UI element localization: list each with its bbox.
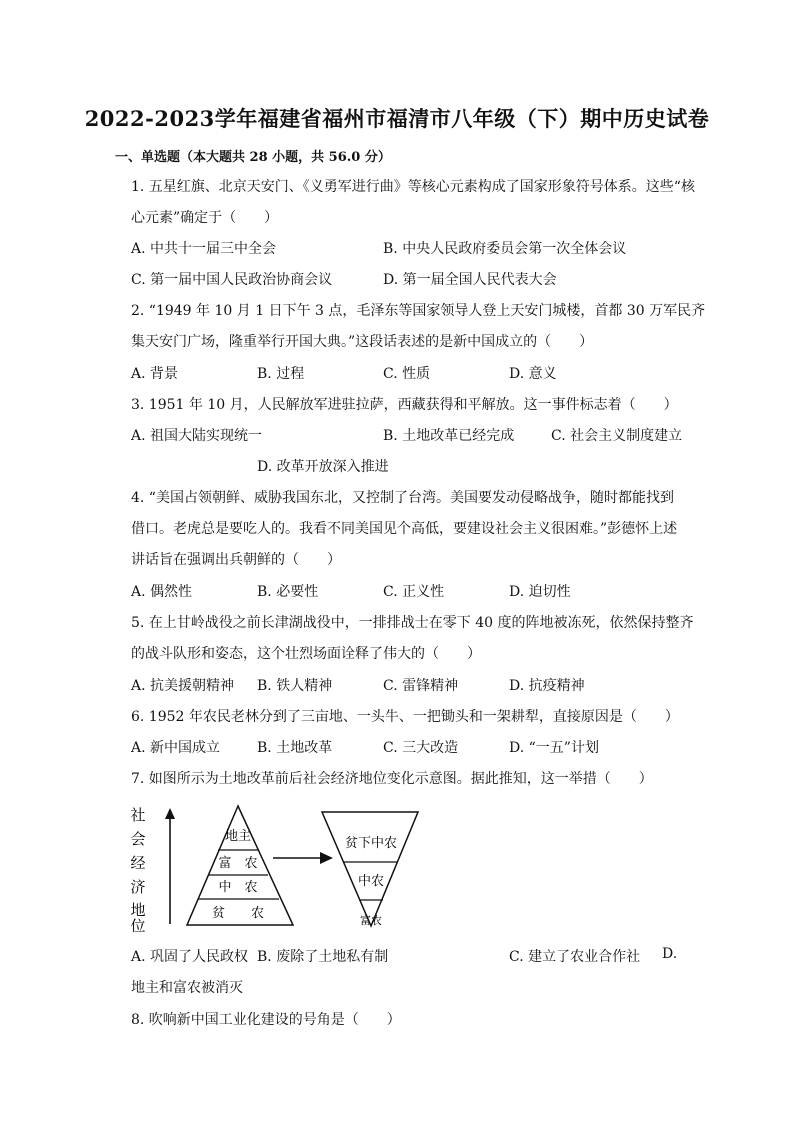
q1-stem-line-1: 1. 五星红旗、北京天安门、《义勇军进行曲》等核心元素构成了国家形象符号体系。这些“核 (131, 179, 695, 195)
q6-option-d: D. “一五”计划 (509, 740, 599, 756)
land-reform-figure (125, 802, 425, 932)
q4-option-d: D. 迫切性 (509, 584, 571, 600)
q6-option-a: A. 新中国成立 (131, 740, 221, 756)
q7-option-b: B. 废除了土地私有制 (257, 949, 389, 965)
axis-label-char-5: 地 (130, 901, 146, 919)
q2-option-c: C. 性质 (383, 366, 431, 382)
after-layer-2: 中农 (357, 874, 385, 889)
q1-option-d: D. 第一届全国人民代表大会 (383, 272, 557, 288)
q7-option-d-letter: D. (662, 946, 678, 962)
axis-arrow-icon (165, 808, 175, 819)
axis-label-char-3: 经 (130, 854, 146, 872)
q3-option-d: D. 改革开放深入推进 (257, 459, 389, 475)
q3-option-c: C. 社会主义制度建立 (551, 428, 683, 444)
q4-stem-line-1: 4. “美国占领朝鲜、威胁我国东北，又控制了台湾。美国要发动侵略战争，随时都能找到 (131, 490, 674, 506)
transition-arrow-icon (320, 852, 333, 864)
q7-stem-line-1: 7. 如图所示为土地改革前后社会经济地位变化示意图。据此推知，这一举措（ ） (131, 771, 653, 787)
q7-option-a: A. 巩固了人民政权 (131, 949, 249, 965)
q5-option-a: A. 抗美援朝精神 (131, 678, 235, 694)
before-layer-1: 地主 (224, 829, 252, 844)
q3-option-a: A. 祖国大陆实现统一 (131, 428, 263, 444)
q2-option-a: A. 背景 (131, 366, 179, 382)
before-layer-2: 富 农 (218, 856, 258, 871)
q1-option-c: C. 第一届中国人民政治协商会议 (131, 272, 333, 288)
q6-option-c: C. 三大改造 (383, 740, 459, 756)
q2-option-b: B. 过程 (257, 366, 305, 382)
q4-option-a: A. 偶然性 (131, 584, 193, 600)
q2-stem-line-2: 集天安门广场，隆重举行开国大典。”这段话表述的是新中国成立的（ ） (131, 334, 594, 350)
q4-stem-line-2: 借口。老虎总是要吃人的。我看不同美国见个高低，要建设社会主义很困难。”彭德怀上述 (131, 521, 678, 537)
before-layer-4: 贫 农 (211, 906, 265, 921)
q7-option-d-text: 地主和富农被消灭 (131, 980, 243, 996)
q5-option-b: B. 铁人精神 (257, 678, 333, 694)
q2-stem-line-1: 2. “1949 年 10 月 1 日下午 3 点，毛泽东等国家领导人登上天安门城楼，首都 30 万军民齐 (131, 303, 706, 319)
q4-stem-line-3: 讲话旨在强调出兵朝鲜的（ ） (131, 552, 341, 568)
q6-stem-line-1: 6. 1952 年农民老林分到了三亩地、一头牛、一把锄头和一架耕犁，直接原因是（ ） (131, 709, 679, 725)
q7-option-c: C. 建立了农业合作社 (509, 949, 641, 965)
q1-stem-line-2: 心元素”确定于（ ） (131, 210, 279, 226)
q5-stem-line-2: 的战斗队形和姿态，这个壮烈场面诠释了伟大的（ ） (131, 646, 481, 662)
q6-option-b: B. 土地改革 (257, 740, 333, 756)
q3-option-b: B. 土地改革已经完成 (383, 428, 515, 444)
q1-option-a: A. 中共十一届三中全会 (131, 241, 277, 257)
section-heading: 一、单选题（本大题共 28 小题，共 56.0 分） (115, 150, 391, 165)
q2-option-d: D. 意义 (509, 366, 557, 382)
after-layer-1: 贫下中农 (344, 836, 398, 851)
axis-label-char-2: 会 (130, 830, 146, 848)
axis-label-char-4: 济 (130, 878, 146, 896)
q8-stem-line-1: 8. 吹响新中国工业化建设的号角是（ ） (131, 1012, 401, 1028)
before-layer-3: 中 农 (218, 880, 258, 895)
axis-label-char-1: 社 (130, 806, 146, 824)
after-pyramid (322, 812, 418, 926)
axis-label-char-6: 位 (130, 917, 146, 932)
q1-option-b: B. 中央人民政府委员会第一次全体会议 (383, 241, 627, 257)
q4-option-b: B. 必要性 (257, 584, 319, 600)
q5-option-d: D. 抗疫精神 (509, 678, 585, 694)
q5-stem-line-1: 5. 在上甘岭战役之前长津湖战役中，一排排战士在零下 40 度的阵地被冻死，依然保持整齐 (131, 615, 694, 631)
after-layer-3: 富农 (360, 914, 382, 927)
q4-option-c: C. 正义性 (383, 584, 445, 600)
page-title: 2022-2023学年福建省福州市福清市八年级（下）期中历史试卷 (84, 106, 710, 131)
q5-option-c: C. 雷锋精神 (383, 678, 459, 694)
q3-stem-line-1: 3. 1951 年 10 月，人民解放军进驻拉萨，西藏获得和平解放。这一事件标志着（ ） (131, 397, 678, 413)
